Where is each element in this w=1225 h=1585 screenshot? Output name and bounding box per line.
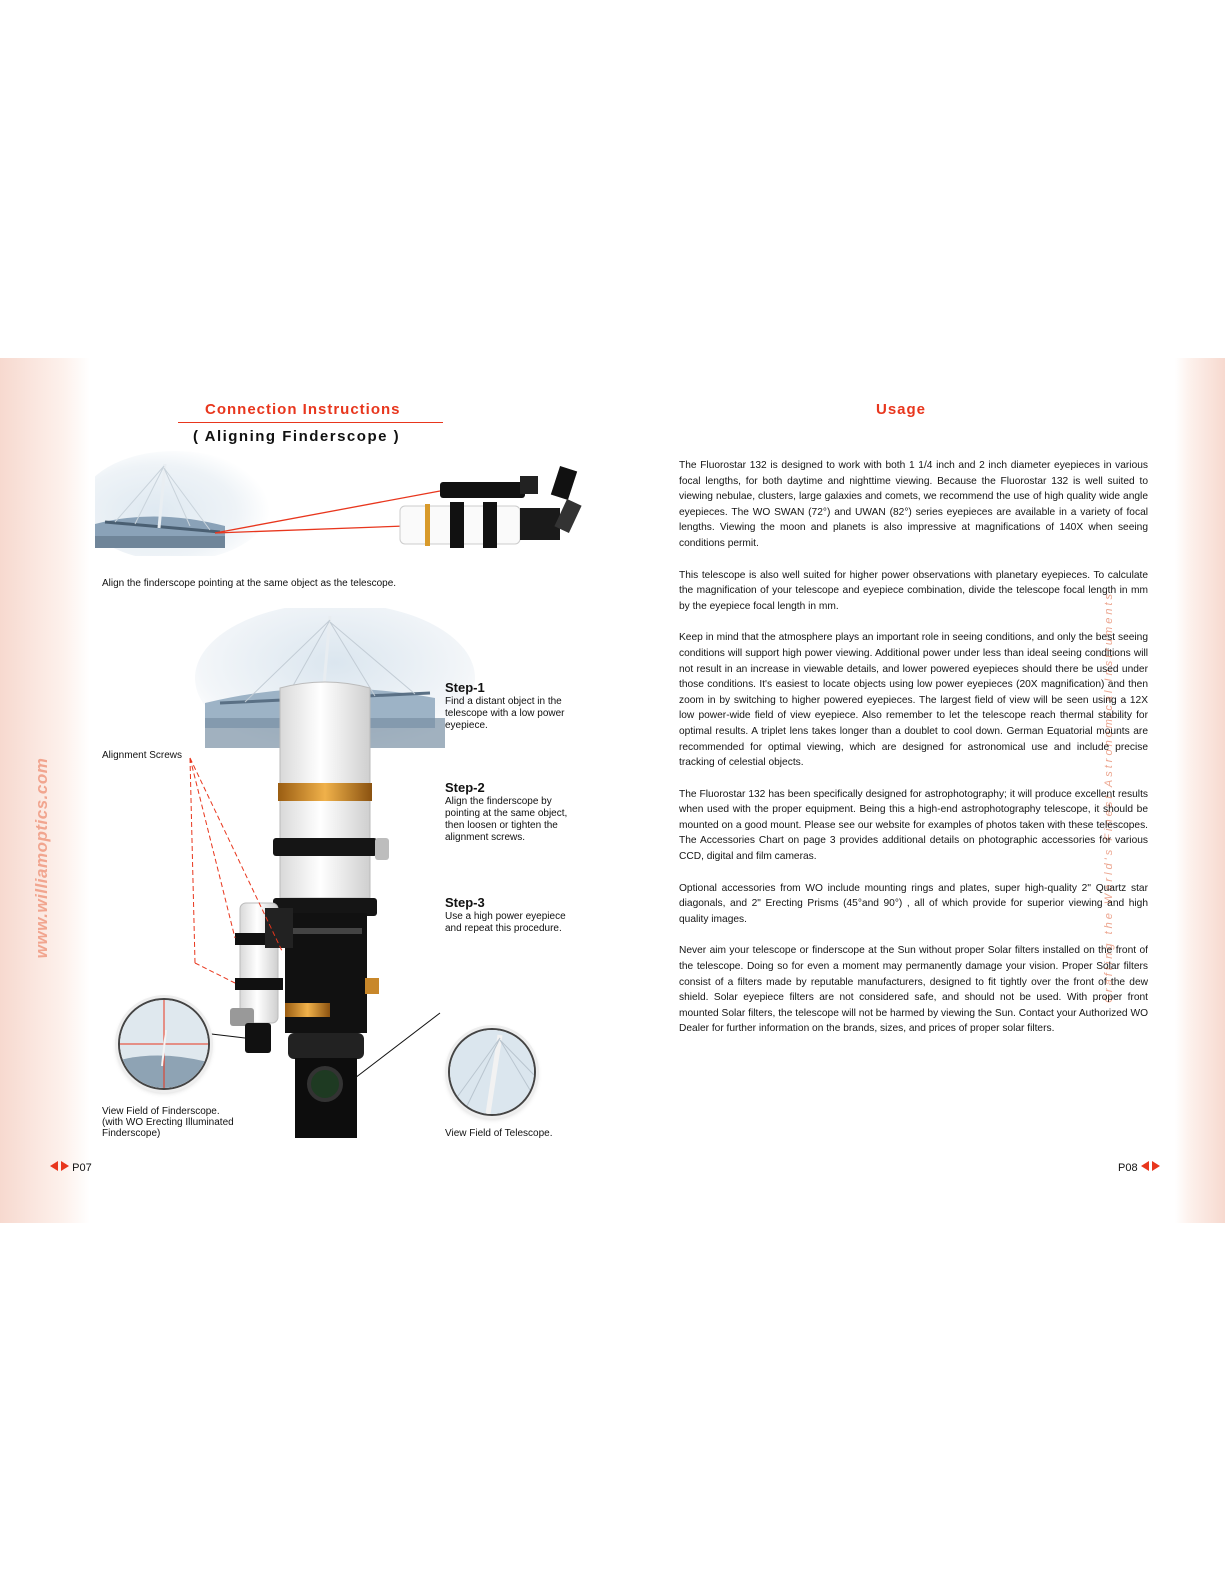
slogan: Crafting the World's Finest Astronomical Instruments xyxy=(1102,590,1115,1004)
aligning-subtitle: ( Aligning Finderscope ) xyxy=(193,428,401,445)
next-arrow-icon[interactable] xyxy=(61,1161,69,1171)
page-number-right xyxy=(1118,1161,1160,1174)
finder-view-label: View Field of Finderscope. xyxy=(102,1106,220,1117)
step-2-title: Step-2 xyxy=(445,780,485,795)
prev-arrow-icon[interactable] xyxy=(1141,1161,1149,1171)
finder-view-caption xyxy=(102,1106,262,1139)
prev-arrow-icon[interactable] xyxy=(50,1161,58,1171)
usage-body xyxy=(679,458,1148,1053)
step-1-title: Step-1 xyxy=(445,680,485,695)
usage-title: Usage xyxy=(876,401,927,418)
alignment-scene-image xyxy=(95,446,585,556)
page-label-right: P08 xyxy=(1118,1162,1138,1174)
website-url: www.williamoptics.com xyxy=(32,757,51,959)
usage-paragraph: The Fluorostar 132 is designed to work with both 1 1/4 inch and 2 inch diameter eyepieces in various focal lengths, for both daytime and nighttime viewing. Because the Fluorostar 132 is well suited to viewing nebulae, clusters, large galaxies and comets, we recommend the use of high quality wide angle eyepieces. The WO SWAN (72°) and UWAN (82°) series eyepieces are available in a variety of focal lengths. Viewing the moon and planets is also impressive at magnifications of 140X when seeing conditions permit. xyxy=(679,460,1148,549)
left-side-band xyxy=(0,358,90,1223)
alignment-screws-label: Alignment Screws xyxy=(102,750,183,761)
step-3-text: Use a high power eyepiece and repeat this procedure. xyxy=(445,911,566,934)
finder-view-circle xyxy=(118,998,210,1090)
usage-paragraph: Never aim your telescope or finderscope at the Sun without proper Solar filters installed on the front of the telescope. Doing so for even a moment may permanently damage your vision. Proper Solar filters consist of a filters made by reputable manufacturers, designed to fit tightly over the front of the dew shield. Solar eyepiece filters are not considered safe, and should not be used. With proper front mounted Solar filters, the telescope will not be harmed by viewing the Sun. Contact your Authorized WO Dealer for further information on the brands, sizes, and prices of proper solar filters. xyxy=(679,945,1148,1035)
step-2-text: Align the finderscope by pointing at the same object, then loosen or tighten the alignment screws. xyxy=(445,796,568,843)
step-3 xyxy=(445,895,580,935)
brochure-spread xyxy=(0,358,1225,1223)
usage-paragraph: Optional accessories from WO include mounting rings and plates, super high-quality 2" Quartz star diagonals, and 2" Erecting Prisms (45°and 90°) , all of which provide for superior viewing and high quality images. xyxy=(679,882,1148,925)
title-rule xyxy=(178,422,443,423)
finder-view-note: (with WO Erecting Illuminated Finderscope) xyxy=(102,1117,234,1139)
step-1 xyxy=(445,680,580,732)
page-number-left xyxy=(50,1161,92,1174)
step-3-title: Step-3 xyxy=(445,895,485,910)
align-caption: Align the finderscope pointing at the same object as the telescope. xyxy=(102,578,397,589)
telescope-view-circle xyxy=(448,1028,536,1116)
usage-paragraph: This telescope is also well suited for higher power observations with planetary eyepieces. To calculate the magnification of your telescope and eyepiece combination, divide the telescope focal length in mm by the eyepiece focal length in mm. xyxy=(679,569,1148,612)
step-2 xyxy=(445,780,580,844)
step-1-text: Find a distant object in the telescope with a low power eyepiece. xyxy=(445,696,565,731)
connection-title: Connection Instructions xyxy=(205,401,401,418)
page-label-left: P07 xyxy=(72,1162,92,1174)
next-arrow-icon[interactable] xyxy=(1152,1161,1160,1171)
usage-paragraph: Keep in mind that the atmosphere plays an important role in seeing conditions, and only the best seeing conditions will support high power viewing. Additional power under less than ideal seeing conditions will not result in an increase in viewable details, and lower powered eyepieces should there be used under those conditions. It's easiest to locate objects using low power eyepieces (20X magnification) and then zoom in by switching to higher powered eyepieces. The largest field of view will be seen using a 12X low power-wide field of view eyepiece. Also remember to let the telescope reach thermal stability for optimal results. A triplet lens takes longer than a doublet to cool down. German Equatorial mounts are recommended for optimal viewing, which are designed for astronomical use and include precise tracking of celestial objects. xyxy=(679,632,1148,769)
usage-paragraph: The Fluorostar 132 has been specifically designed for astrophotography; it will produce excellent results when used with the proper equipment. Being this a high-end astrophotography telescope, it should be mounted on a good mount. Please see our website for examples of photos taken with these telescopes. The Accessories Chart on page 3 provides additional details on photographic accessories for various CCD, digital and film cameras. xyxy=(679,788,1148,863)
telescope-view-caption: View Field of Telescope. xyxy=(445,1128,553,1139)
